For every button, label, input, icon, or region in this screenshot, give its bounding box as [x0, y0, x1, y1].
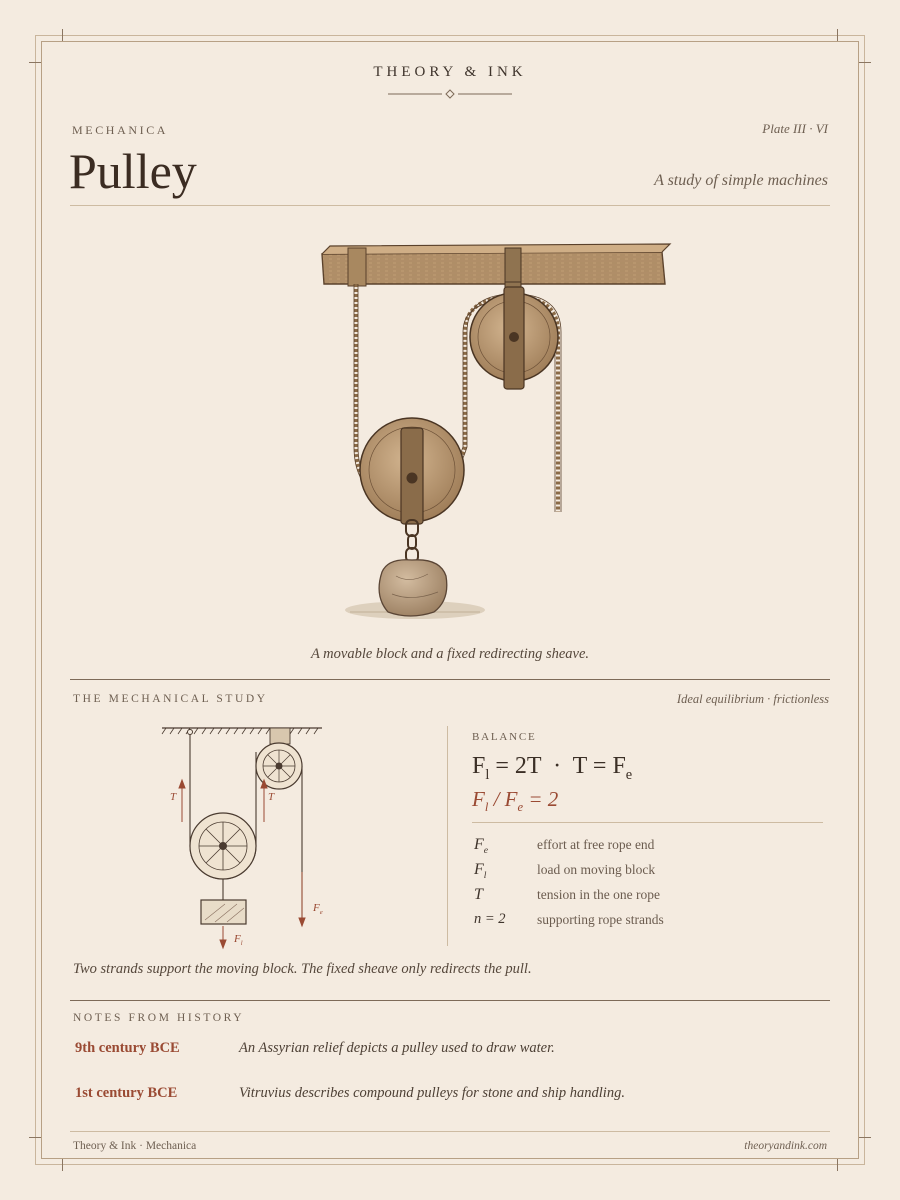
- illustration-caption: A movable block and a fixed redirecting sheave.: [310, 646, 590, 662]
- chain: [406, 520, 418, 562]
- ornament-divider-icon: [388, 87, 512, 101]
- diagram-moving-wheel: [190, 813, 256, 879]
- study-summary: Two strands support the moving block. The fixed sheave only redirects the pull.: [73, 961, 532, 977]
- variable-symbol: n = 2: [474, 911, 506, 927]
- fixed-pulley: [470, 282, 558, 389]
- variable-description: tension in the one rope: [537, 887, 660, 902]
- plate-number: Plate III · VI: [762, 121, 828, 136]
- variable-description: supporting rope strands: [537, 912, 664, 927]
- variable-description: effort at free rope end: [537, 837, 655, 852]
- label-effort-force: $F_e$: [313, 902, 323, 917]
- frame-tick: [62, 1159, 63, 1171]
- variable-description: load on moving block: [537, 862, 656, 877]
- fixed-mount: [270, 728, 290, 744]
- moving-pulley: [360, 418, 464, 524]
- footer-divider: [70, 1131, 830, 1132]
- mechanical-advantage-equation: $F_l / F_e = 2$: [472, 787, 559, 815]
- section-divider: [70, 679, 830, 680]
- balance-equation: $F_l = 2T \cdot T = F_e$: [472, 753, 633, 783]
- variable-symbol: $F_l$: [474, 861, 487, 882]
- column-divider: [447, 726, 448, 946]
- balance-label: BALANCE: [472, 731, 537, 743]
- study-qualifier: Ideal equilibrium · frictionless: [676, 692, 829, 706]
- equation-divider: [472, 822, 823, 823]
- section-divider: [70, 1000, 830, 1001]
- frame-tick: [837, 1159, 838, 1171]
- history-date: 9th century BCE: [75, 1040, 180, 1056]
- footer-left: Theory & Ink · Mechanica: [73, 1140, 197, 1152]
- free-body-diagram: [160, 722, 330, 952]
- frame-tick: [859, 62, 871, 63]
- history-text: Vitruvius describes compound pulleys for stone and ship handling.: [239, 1085, 625, 1101]
- frame-tick: [29, 62, 41, 63]
- section-kicker: MECHANICA: [72, 123, 169, 137]
- label-tension-right: T: [268, 791, 275, 803]
- frame-tick: [62, 29, 63, 41]
- frame-tick: [837, 29, 838, 41]
- pulley-engraving: [300, 232, 680, 632]
- variable-symbol: T: [474, 886, 483, 903]
- frame-tick: [859, 1137, 871, 1138]
- footer-link[interactable]: theoryandink.com: [744, 1140, 827, 1152]
- frame-tick: [29, 1137, 41, 1138]
- ceiling-hatch: [162, 728, 322, 734]
- page-subtitle: A study of simple machines: [654, 172, 828, 189]
- brand-wordmark: THEORY & INK: [373, 64, 527, 80]
- wooden-beam: [322, 244, 670, 288]
- diagram-load-block: [201, 900, 246, 924]
- history-text: An Assyrian relief depicts a pulley used to draw water.: [239, 1040, 555, 1056]
- header-divider: [70, 205, 830, 206]
- anchor-point: [188, 730, 193, 735]
- label-tension-left: T: [170, 791, 177, 803]
- label-load-force: $F_l$: [234, 933, 243, 948]
- variable-symbol: $F_e$: [474, 836, 489, 857]
- page-title: Pulley: [69, 143, 197, 199]
- stone-load: [379, 560, 447, 616]
- history-date: 1st century BCE: [75, 1085, 178, 1101]
- study-heading: THE MECHANICAL STUDY: [73, 693, 268, 705]
- history-heading: NOTES FROM HISTORY: [73, 1012, 245, 1024]
